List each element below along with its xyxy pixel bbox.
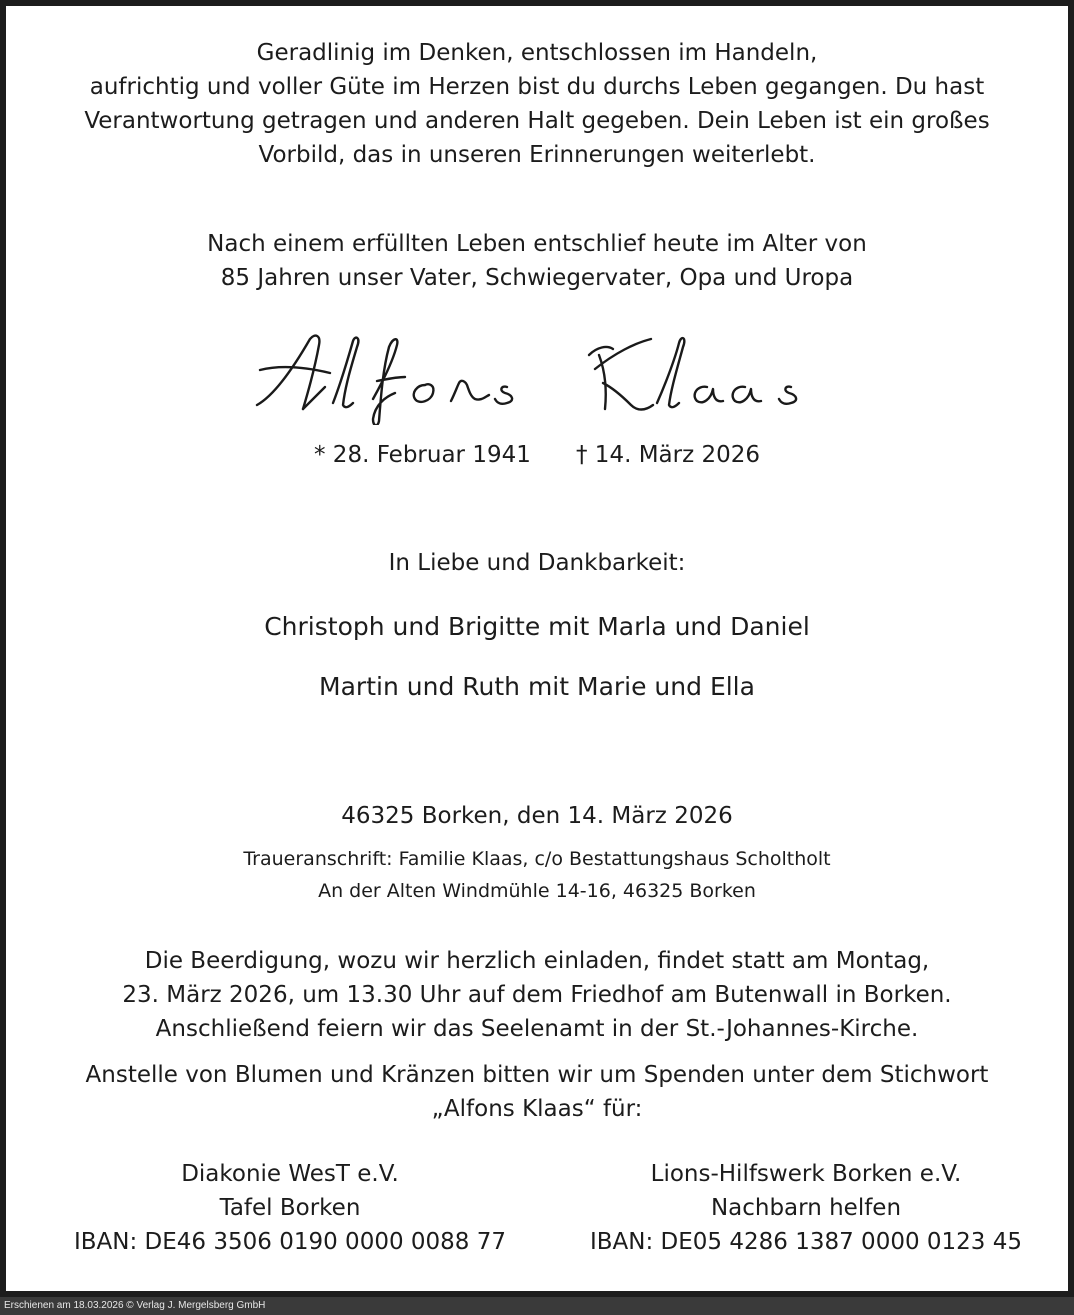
life-dates <box>0 438 1074 472</box>
intro-line-2: aufrichtig und voller Güte im Herzen bist du durchs Leben gegangen. Du hast <box>89 74 985 100</box>
mourning-address-line-2: An der Alten Windmühle 14-16, 46325 Borken <box>318 880 756 902</box>
intro-line-1: Geradlinig im Denken, entschlossen im Handeln, <box>256 40 818 66</box>
charity-left <box>40 1157 540 1259</box>
charity-purpose: Nachbarn helfen <box>710 1195 902 1221</box>
funeral-line-2: 23. März 2026, um 13.30 Uhr auf dem Friedhof am Butenwall in Borken. <box>122 982 952 1008</box>
charity-right <box>556 1157 1056 1259</box>
publication-footer: Erschienen am 18.03.2026 © Verlag J. Mergelsberg GmbH <box>0 1297 1074 1315</box>
gratitude-heading: In Liebe und Dankbarkeit: <box>388 550 686 576</box>
family-line-2: Martin und Ruth mit Marie und Ella <box>319 672 755 701</box>
death-date: † 14. März 2026 <box>576 442 761 468</box>
funeral-line-3: Anschließend feiern wir das Seelenamt in der St.-Johannes-Kirche. <box>155 1016 919 1042</box>
intro-line-3: Verantwortung getragen und anderen Halt gegeben. Dein Leben ist ein großes <box>84 108 990 134</box>
donation-line-2: „Alfons Klaas“ für: <box>431 1096 643 1122</box>
place-date: 46325 Borken, den 14. März 2026 <box>341 803 733 829</box>
mourning-address-line-1: Traueranschrift: Familie Klaas, c/o Bestattungshaus Scholtholt <box>243 848 831 870</box>
donation-line-1: Anstelle von Blumen und Kränzen bitten wir um Spenden unter dem Stichwort <box>85 1062 989 1088</box>
birth-date: * 28. Februar 1941 <box>314 442 531 468</box>
intro-line-4: Vorbild, das in unseren Erinnerungen weiterlebt. <box>258 142 816 168</box>
funeral-line-1: Die Beerdigung, wozu wir herzlich einladen, findet statt am Montag, <box>144 948 930 974</box>
charity-purpose: Tafel Borken <box>219 1195 361 1221</box>
deceased-name-signature <box>245 325 825 425</box>
announcement-line-2: 85 Jahren unser Vater, Schwiegervater, Opa und Uropa <box>220 265 854 291</box>
family-line-1: Christoph und Brigitte mit Marla und Daniel <box>264 612 810 641</box>
charity-iban: IBAN: DE05 4286 1387 0000 0123 45 <box>589 1229 1023 1255</box>
charity-iban: IBAN: DE46 3506 0190 0000 0088 77 <box>73 1229 507 1255</box>
announcement-line-1: Nach einem erfüllten Leben entschlief heute im Alter von <box>207 231 867 257</box>
charity-name: Diakonie WesT e.V. <box>181 1161 399 1187</box>
charity-name: Lions-Hilfswerk Borken e.V. <box>650 1161 962 1187</box>
